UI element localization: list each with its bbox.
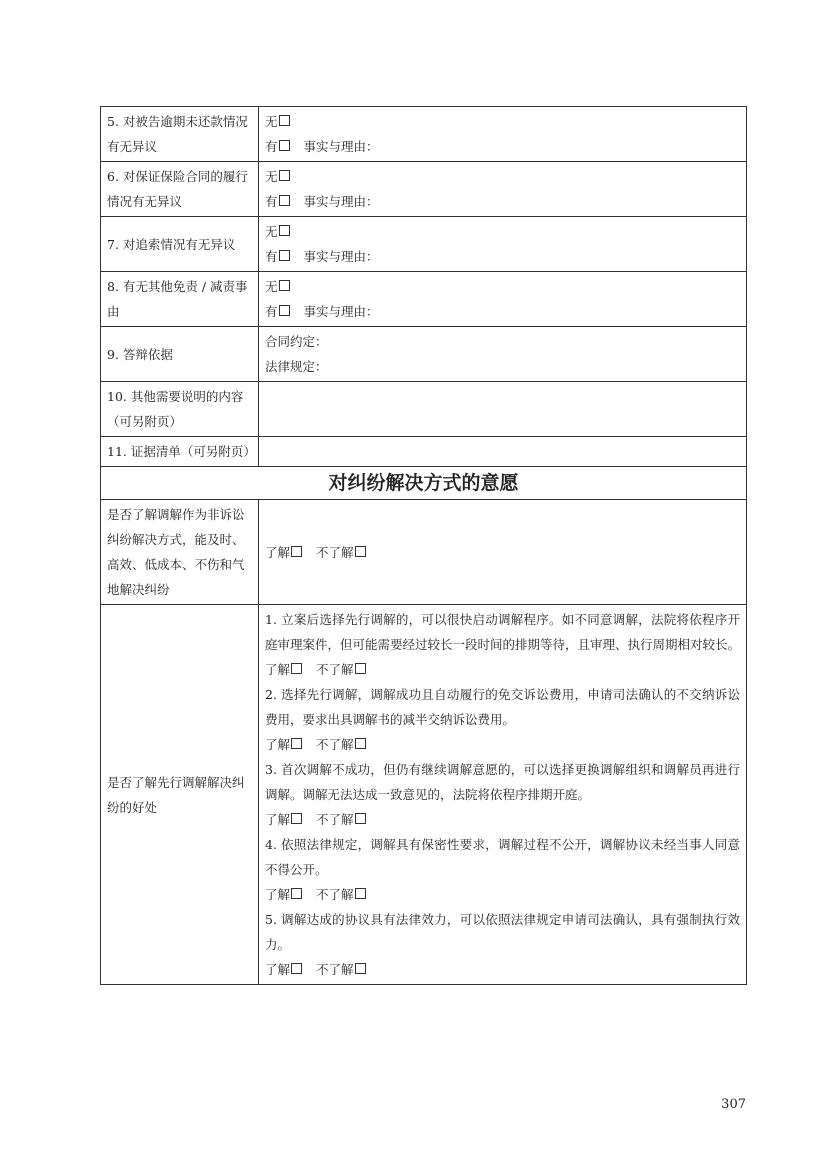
- checkbox-understand[interactable]: [291, 963, 302, 974]
- row-content: [259, 272, 747, 327]
- row-label: 5. 对被告逾期未还款情况有无异议: [101, 107, 259, 162]
- checkbox-not-understand[interactable]: [355, 663, 366, 674]
- not-understand-label: 不了解: [316, 662, 354, 677]
- checkbox-yes[interactable]: [279, 250, 290, 261]
- option-yes-label: 有: [265, 249, 278, 264]
- option-no-label: 无: [265, 279, 278, 294]
- checkbox-not-understand[interactable]: [355, 813, 366, 824]
- row-label: 9. 答辩依据: [101, 327, 259, 382]
- checkbox-not-understand[interactable]: [355, 738, 366, 749]
- checkbox-yes[interactable]: [279, 305, 290, 316]
- table-row: [101, 162, 747, 217]
- checkbox-no[interactable]: [279, 225, 290, 236]
- checkbox-understand[interactable]: [291, 663, 302, 674]
- option-yes-label: 有: [265, 139, 278, 154]
- not-understand-label: 不了解: [316, 737, 354, 752]
- row-content-empty[interactable]: [259, 437, 747, 467]
- row-content: [259, 217, 747, 272]
- row-label: 6. 对保证保险合同的履行情况有无异议: [101, 162, 259, 217]
- facts-reasons-label: 事实与理由：: [303, 304, 379, 319]
- checkbox-understand[interactable]: [291, 738, 302, 749]
- understand-label: 了解: [265, 662, 291, 677]
- facts-reasons-label: 事实与理由：: [303, 194, 379, 209]
- option-no-label: 无: [265, 114, 278, 129]
- contract-basis-label: 合同约定：: [265, 334, 328, 349]
- option-no-label: 无: [265, 169, 278, 184]
- section-header-row: [101, 467, 747, 500]
- not-understand-label: 不了解: [316, 962, 354, 977]
- row-content-empty[interactable]: [259, 382, 747, 437]
- checkbox-yes[interactable]: [279, 140, 290, 151]
- row-content: [259, 605, 747, 985]
- checkbox-not-understand[interactable]: [355, 888, 366, 899]
- understand-label: 了解: [265, 737, 291, 752]
- option-no-label: 无: [265, 224, 278, 239]
- checkbox-yes[interactable]: [279, 195, 290, 206]
- understand-label: 了解: [265, 887, 291, 902]
- row-label: 8. 有无其他免责 / 减责事由: [101, 272, 259, 327]
- benefit-item: 4. 依照法律规定，调解具有保密性要求，调解过程不公开，调解协议未经当事人同意不得公开。: [265, 837, 740, 877]
- understand-label: 了解: [265, 812, 291, 827]
- row-label: 是否了解先行调解解决纠纷的好处: [101, 605, 259, 985]
- table-row: [101, 272, 747, 327]
- row-content: [259, 500, 747, 605]
- table-row: [101, 382, 747, 437]
- law-basis-label: 法律规定：: [265, 359, 328, 374]
- checkbox-not-understand[interactable]: [355, 546, 366, 557]
- row-label: 是否了解调解作为非诉讼纠纷解决方式，能及时、高效、低成本、不伤和气地解决纠纷: [101, 500, 259, 605]
- facts-reasons-label: 事实与理由：: [303, 139, 379, 154]
- page-number: 307: [721, 1097, 746, 1112]
- row-label: 7. 对追索情况有无异议: [101, 217, 259, 272]
- table-row: [101, 107, 747, 162]
- checkbox-no[interactable]: [279, 280, 290, 291]
- understand-label: 了解: [265, 544, 291, 560]
- benefit-item: 5. 调解达成的协议具有法律效力，可以依照法律规定申请司法确认，具有强制执行效力。: [265, 912, 740, 952]
- not-understand-label: 不了解: [316, 544, 354, 560]
- facts-reasons-label: 事实与理由：: [303, 249, 379, 264]
- row-content: [259, 107, 747, 162]
- table-row: [101, 217, 747, 272]
- row-label: 10. 其他需要说明的内容（可另附页）: [101, 382, 259, 437]
- checkbox-not-understand[interactable]: [355, 963, 366, 974]
- row-content: [259, 327, 747, 382]
- table-row: [101, 500, 747, 605]
- table-row: [101, 327, 747, 382]
- table-row: [101, 437, 747, 467]
- section-title: 对纠纷解决方式的意愿: [101, 467, 747, 500]
- checkbox-understand[interactable]: [291, 813, 302, 824]
- row-content: [259, 162, 747, 217]
- option-yes-label: 有: [265, 194, 278, 209]
- checkbox-understand[interactable]: [291, 888, 302, 899]
- not-understand-label: 不了解: [316, 887, 354, 902]
- checkbox-no[interactable]: [279, 115, 290, 126]
- understand-label: 了解: [265, 962, 291, 977]
- benefit-item: 2. 选择先行调解，调解成功且自动履行的免交诉讼费用，申请司法确认的不交纳诉讼费用，要求出具调解书的减半交纳诉讼费用。: [265, 687, 740, 727]
- not-understand-label: 不了解: [316, 812, 354, 827]
- row-label: 11. 证据清单（可另附页）: [101, 437, 259, 467]
- option-yes-label: 有: [265, 304, 278, 319]
- response-form-table: [100, 106, 747, 985]
- table-row: [101, 605, 747, 985]
- benefit-item: 1. 立案后选择先行调解的，可以很快启动调解程序。如不同意调解，法院将依程序开庭审理案件，但可能需要经过较长一段时间的排期等待，且审理、执行周期相对较长。: [265, 612, 741, 652]
- checkbox-no[interactable]: [279, 170, 290, 181]
- benefit-item: 3. 首次调解不成功，但仍有继续调解意愿的，可以选择更换调解组织和调解员再进行调解。调解无法达成一致意见的，法院将依程序排期开庭。: [265, 762, 740, 802]
- checkbox-understand[interactable]: [291, 546, 302, 557]
